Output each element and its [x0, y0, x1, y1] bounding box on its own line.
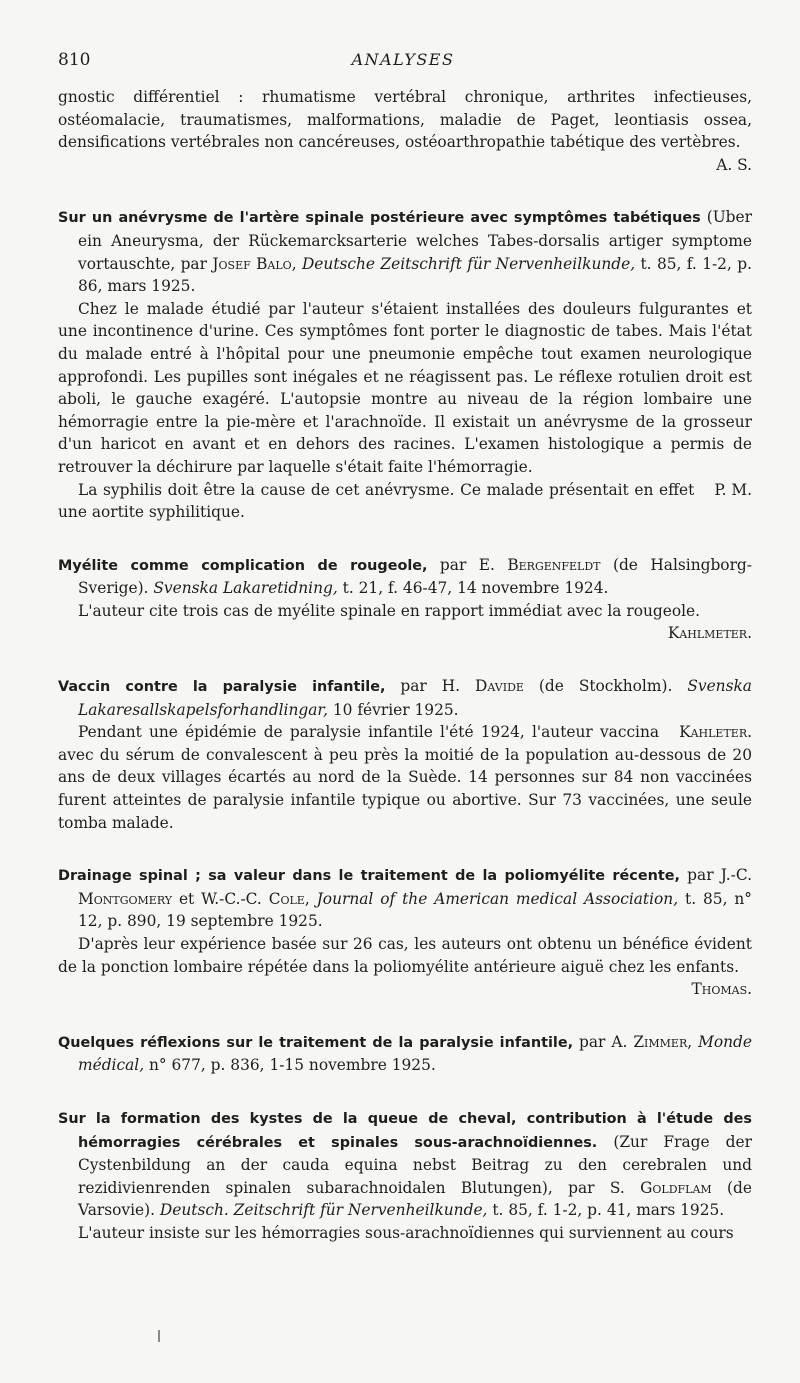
journal-name: Deutsch. Zeitschrift für Nervenheilkunde,	[159, 1201, 488, 1220]
article	[58, 554, 752, 645]
article-title: Sur un anévrysme de l'artère spinale postérieure avec symptômes tabétiques	[58, 210, 701, 227]
signature: P. M.	[714, 480, 752, 499]
author-name: Goldflam	[640, 1178, 712, 1197]
article-paragraph: Chez le malade étudié par l'auteur s'étaient installées des douleurs fulgurantes et une incontinence d'urine. Ces symptômes font porter le diagnostic de tabes. Mais l'état du malade entré à l'hôpital pour une pneumonie empêche tout examen neurologique approfondi. Les pupilles sont inégales et ne réagissent pas. Le réflexe rotulien droit est aboli, le gauche exagéré. L'autopsie montre au niveau de la région lombaire une hémorragie entre la pie-mère et l'arachnoïde. Il existait un anévrysme de la grosseur d'un haricot en avant et en dehors des racines. L'examen histologique a permis de retrouver la déchirure par laquelle s'était faite l'hémorragie.	[58, 299, 752, 476]
article-paragraph	[58, 721, 752, 834]
article-title: Sur la formation des kystes de la queue de cheval, contribution à l'étude des hémorragies cérébrales et spinales sous-arachnoïdiennes.	[58, 1110, 752, 1151]
article	[58, 1107, 752, 1245]
article	[58, 206, 752, 523]
signature: Thomas.	[691, 980, 752, 999]
reference-text: (Zur Frage der Cystenbildung an der cauda equina nebst Beitrag zu den cerebralen und rezidivienrenden spinalen subarachnoidalen Blutungen), par S.	[78, 1132, 752, 1197]
article-title: Quelques réflexions sur le traitement de la paralysie infantile,	[58, 1034, 574, 1051]
reference-text: par A.	[573, 1032, 634, 1051]
page-body	[58, 86, 752, 1245]
article-title: Drainage spinal ; sa valeur dans le traitement de la poliomyélite récente,	[58, 868, 680, 885]
article-heading	[58, 675, 752, 721]
article-heading	[58, 1107, 752, 1222]
reference-text: par E.	[427, 555, 508, 574]
author-name: Davide	[475, 677, 524, 696]
reference-text: 10 février 1925.	[327, 700, 459, 719]
article-paragraph: L'auteur cite trois cas de myélite spinale en rapport immédiat avec la rougeole.	[78, 601, 701, 620]
article-title: Myélite comme complication de rougeole,	[58, 557, 428, 574]
signature: Kahleter.	[679, 723, 752, 742]
reference-text: t. 85, f. 1-2, p. 41, mars 1925.	[487, 1201, 725, 1220]
article-heading	[58, 864, 752, 933]
author-name: Montgomery	[78, 889, 173, 908]
author-name: Cole	[268, 889, 305, 908]
reference-text: et W.-C.-C.	[172, 889, 269, 908]
signature: A. S.	[716, 155, 752, 174]
reference-text: (de Halsingborg-Sverige).	[78, 555, 752, 598]
reference-text: par J.-C.	[679, 866, 752, 885]
reference-text: (de Stockholm).	[523, 677, 688, 696]
article-paragraph	[58, 479, 752, 524]
journal-name: Svenska Lakaretidning,	[153, 579, 338, 598]
article-paragraph: L'auteur insiste sur les hémorragies sous-arachnoïdiennes qui surviennent au cours	[78, 1223, 734, 1242]
article-title: Vaccin contre la paralysie infantile,	[58, 679, 386, 696]
article-heading	[58, 1031, 752, 1077]
article	[58, 675, 752, 834]
reference-text: (Uber ein Aneurysma, der Rückemarcksarterie welches Tabes-dorsalis artiger symptome vortauschte, par	[78, 208, 752, 273]
running-head: ANALYSES	[351, 50, 455, 69]
continuation-block	[58, 86, 752, 176]
author-name: Bergenfeldt	[507, 555, 601, 574]
reference-text: ,	[291, 254, 302, 273]
article	[58, 864, 752, 1001]
reference-text: t. 85, f. 1-2, p. 86, mars 1925.	[78, 254, 752, 296]
signature: Kahlmeter.	[667, 624, 752, 643]
reference-text: n° 677, p. 836, 1-15 novembre 1925.	[144, 1056, 436, 1075]
article-paragraph: D'après leur expérience basée sur 26 cas, les auteurs ont obtenu un bénéfice évident de la ponction lombaire répétée dans la poliomyélite antérieure aiguë chez les enfants.	[58, 935, 752, 976]
continuation-text: gnostic différentiel : rhumatisme vertébral chronique, arthrites infectieuses, ostéomalacie, traumatismes, malformations, maladie de Paget, leontiasis ossea, densifications vertébrales non cancéreuses, ostéoarthropathie tabétique des vertèbres.	[58, 88, 752, 152]
journal-name: Monde médical,	[78, 1032, 752, 1075]
page-number: 810	[58, 50, 91, 70]
paragraph-text: Pendant une épidémie de paralysie infantile l'été 1924, l'auteur vaccina avec du sérum de convalescent à peu près la moitié de la population au-dessous de 20 ans de deux villages écartés au nord de la Suède. 14 personnes sur 84 non vaccinées furent atteintes de paralysie infantile typique ou abortive. Sur 73 vaccinées, une seule tomba malade.	[58, 723, 752, 832]
page-header	[58, 50, 748, 76]
page-mark	[158, 1330, 160, 1342]
article-heading	[58, 206, 752, 297]
reference-text: t. 85, n° 12, p. 890, 19 septembre 1925.	[78, 889, 752, 931]
journal-name: Deutsche Zeitschrift für Nervenheilkunde,	[301, 254, 636, 273]
article	[58, 1031, 752, 1077]
reference-text: (de Varsovie).	[78, 1178, 752, 1220]
author-name: Josef Balo	[212, 254, 292, 273]
reference-text: ,	[687, 1032, 699, 1051]
reference-text: par H.	[385, 677, 476, 696]
journal-name: Svenska Lakaresallskapelsforhandlingar,	[78, 677, 752, 719]
reference-text: ,	[304, 889, 317, 908]
article-heading	[58, 554, 752, 600]
reference-text: t. 21, f. 46-47, 14 novembre 1924.	[337, 579, 609, 598]
author-name: Zimmer	[633, 1032, 688, 1051]
journal-name: Journal of the American medical Association,	[316, 889, 679, 908]
paragraph-text: La syphilis doit être la cause de cet anévrysme. Ce malade présentait en effet une aortite syphilitique.	[58, 480, 695, 522]
